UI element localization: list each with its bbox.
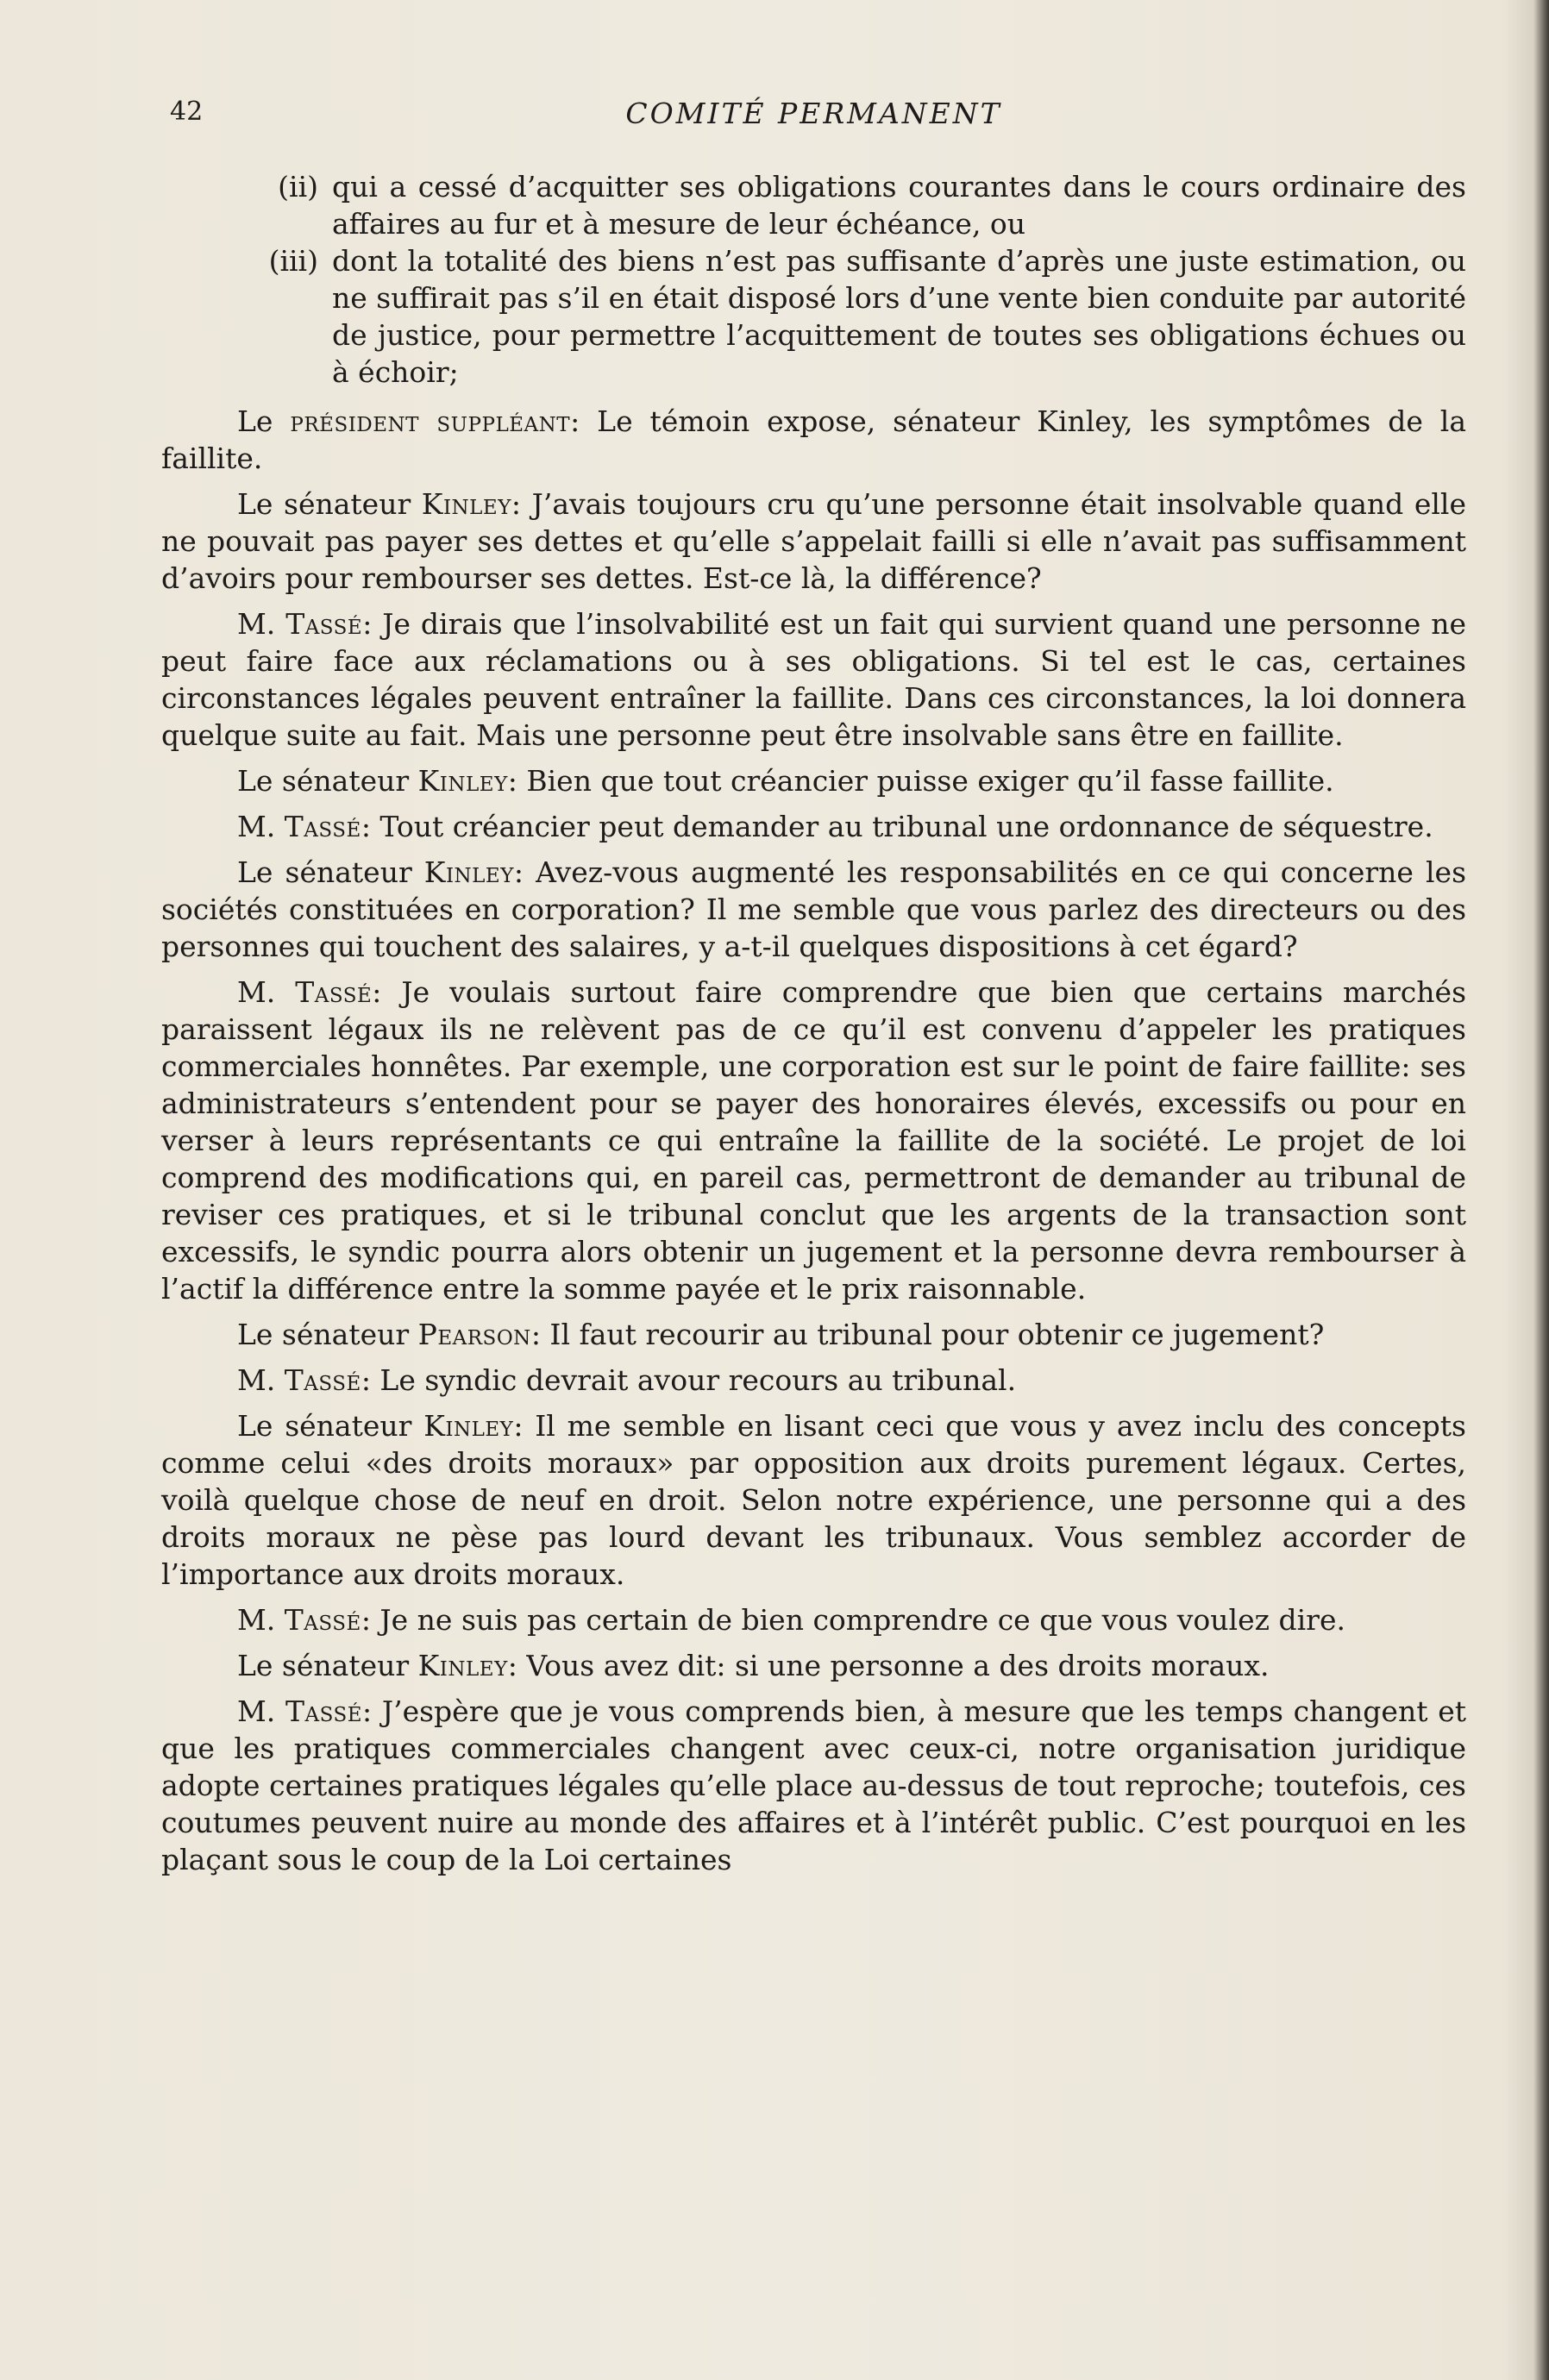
speaker-prefix: M. — [237, 1603, 285, 1637]
speaker-prefix: M. — [237, 1694, 285, 1728]
page-header — [161, 93, 1466, 136]
speaker-name: Tassé — [295, 975, 373, 1009]
running-head: COMITÉ PERMANENT — [625, 97, 1002, 130]
paragraph — [161, 605, 1466, 754]
paragraph-text: : Le témoin expose, sénateur Kinley, les symptômes de la faillite. — [161, 404, 1466, 475]
paragraph — [161, 1647, 1466, 1684]
paragraph-text: : J’espère que je vous comprends bien, à mesure que les temps changent et que les pratiques commerciales changent avec ceux-ci, notre organisation juridique adopte certaines pratiques légales qu’elle place au-dessus de tout reproche; toutefois, ces coutumes peuvent nuire au monde des affaires et à l’intérêt public. C’est pourquoi en les plaçant sous le coup de la Loi certaines — [161, 1694, 1466, 1876]
paragraph-text: : Avez-vous augmenté les responsabilités en ce qui concerne les sociétés constituées en corporation? Il me semble que vous parlez des directeurs ou des personnes qui touchent des salaires, y a-t-il quelques dispositions à cet égard? — [161, 855, 1466, 963]
speaker-prefix: Le — [237, 404, 291, 438]
page-number: 42 — [170, 97, 204, 127]
speaker-prefix: M. — [237, 810, 285, 843]
item-text: dont la totalité des biens n’est pas suffisante d’après une juste estimation, ou ne suffirait pas s’il en était disposé lors d’une vente bien conduite par autorité de justice, pour permettre l’acquittement de toutes ses obligations échues ou à échoir; — [332, 244, 1466, 389]
paragraph-text: : Je dirais que l’insolvabilité est un fait qui survient quand une personne ne peut faire face aux réclamations ou à ses obligations. Si tel est le cas, certaines circonstances légales peuvent entraîner la faillite. Dans ces circonstances, la loi donnera quelque suite au fait. Mais une personne peut être insolvable sans être en faillite. — [161, 607, 1466, 752]
paragraph — [161, 1316, 1466, 1353]
speaker-prefix: Le sénateur — [237, 487, 422, 521]
speaker-prefix: Le sénateur — [237, 1649, 418, 1682]
body-text — [161, 168, 1466, 1878]
speaker-name: Kinley — [423, 855, 514, 889]
speaker-name: Tassé — [284, 810, 361, 843]
speaker-prefix: M. — [237, 607, 286, 641]
paragraph — [161, 1601, 1466, 1638]
item-list — [161, 168, 1466, 391]
item-number: (ii) — [278, 170, 318, 204]
paragraph — [161, 808, 1466, 845]
paragraph-text: : Tout créancier peut demander au tribunal une ordonnance de séquestre. — [361, 810, 1433, 843]
paragraph-text: : Bien que tout créancier puisse exiger qu’il fasse faillite. — [507, 764, 1334, 798]
speaker-name: Kinley — [423, 1409, 514, 1443]
item-text: qui a cessé d’acquitter ses obligations courantes dans le cours ordinaire des affaires au fur et à mesure de leur échéance, ou — [332, 170, 1466, 241]
speaker-name: Tassé — [284, 1603, 361, 1637]
speaker-prefix: Le sénateur — [237, 855, 424, 889]
paragraph-text: : J’avais toujours cru qu’une personne était insolvable quand elle ne pouvait pas payer ses dettes et qu’elle s’appelait failli si elle n’avait pas suffisamment d’avoirs pour rembourser ses dettes. Est-ce là, la différence? — [161, 487, 1467, 595]
speaker-prefix: M. — [237, 1363, 285, 1397]
paragraph — [161, 485, 1466, 597]
paragraph — [161, 762, 1466, 799]
item-number: (iii) — [268, 244, 318, 278]
speaker-name: Tassé — [284, 1363, 361, 1397]
paragraph — [161, 403, 1466, 477]
paragraph — [161, 1407, 1466, 1593]
speaker-name: Tassé — [285, 607, 363, 641]
speaker-prefix: Le sénateur — [237, 764, 418, 798]
paragraph-text: : Je voulais surtout faire comprendre que bien que certains marchés paraissent légaux ils ne relèvent pas de ce qu’il est convenu d’appeler les pratiques commerciales honnêtes. Par exemple, une corporation est sur le point de faire faillite: ses administrateurs s’entendent pour se payer des honoraires élevés, excessifs ou pour en verser à leurs représentants ce qui entraîne la faillite de la société. Le projet de loi comprend des modifications qui, en pareil cas, permettront de demander au tribunal de reviser ces pratiques, et si le tribunal conclut que les argents de la transaction sont excessifs, le syndic pourra alors obtenir un jugement et la personne devra rembourser à l’actif la différence entre la somme payée et le prix raisonnable. — [161, 975, 1466, 1306]
speaker-name: Kinley — [417, 764, 508, 798]
paragraph — [161, 1693, 1466, 1878]
paragraph-text: : Je ne suis pas certain de bien comprendre ce que vous voulez dire. — [361, 1603, 1345, 1637]
speaker-prefix: Le sénateur — [237, 1409, 424, 1443]
speaker-name: président suppléant — [290, 404, 571, 438]
paragraph-text: : Vous avez dit: si une personne a des droits moraux. — [507, 1649, 1270, 1682]
speaker-name: Kinley — [417, 1649, 508, 1682]
paragraph-text: : Le syndic devrait avour recours au tribunal. — [361, 1363, 1017, 1397]
paragraph — [161, 1362, 1466, 1399]
list-item — [249, 168, 1466, 242]
speaker-prefix: M. — [237, 975, 296, 1009]
speaker-prefix: Le sénateur — [237, 1318, 418, 1351]
paragraph-text: : Il faut recourir au tribunal pour obtenir ce jugement? — [530, 1318, 1325, 1351]
speaker-name: Pearson — [417, 1318, 531, 1351]
paragraph-text: : Il me semble en lisant ceci que vous y avez inclu des concepts comme celui «des droits moraux» par opposition aux droits purement légaux. Certes, voilà quelque chose de neuf en droit. Selon notre expérience, une personne qui a des droits moraux ne pèse pas lourd devant les tribunaux. Vous semblez accorder de l’importance aux droits moraux. — [161, 1409, 1466, 1591]
paragraph — [161, 974, 1466, 1307]
speaker-name: Kinley — [421, 487, 511, 521]
paragraph — [161, 854, 1466, 965]
list-item — [249, 242, 1466, 391]
speaker-name: Tassé — [285, 1694, 363, 1728]
